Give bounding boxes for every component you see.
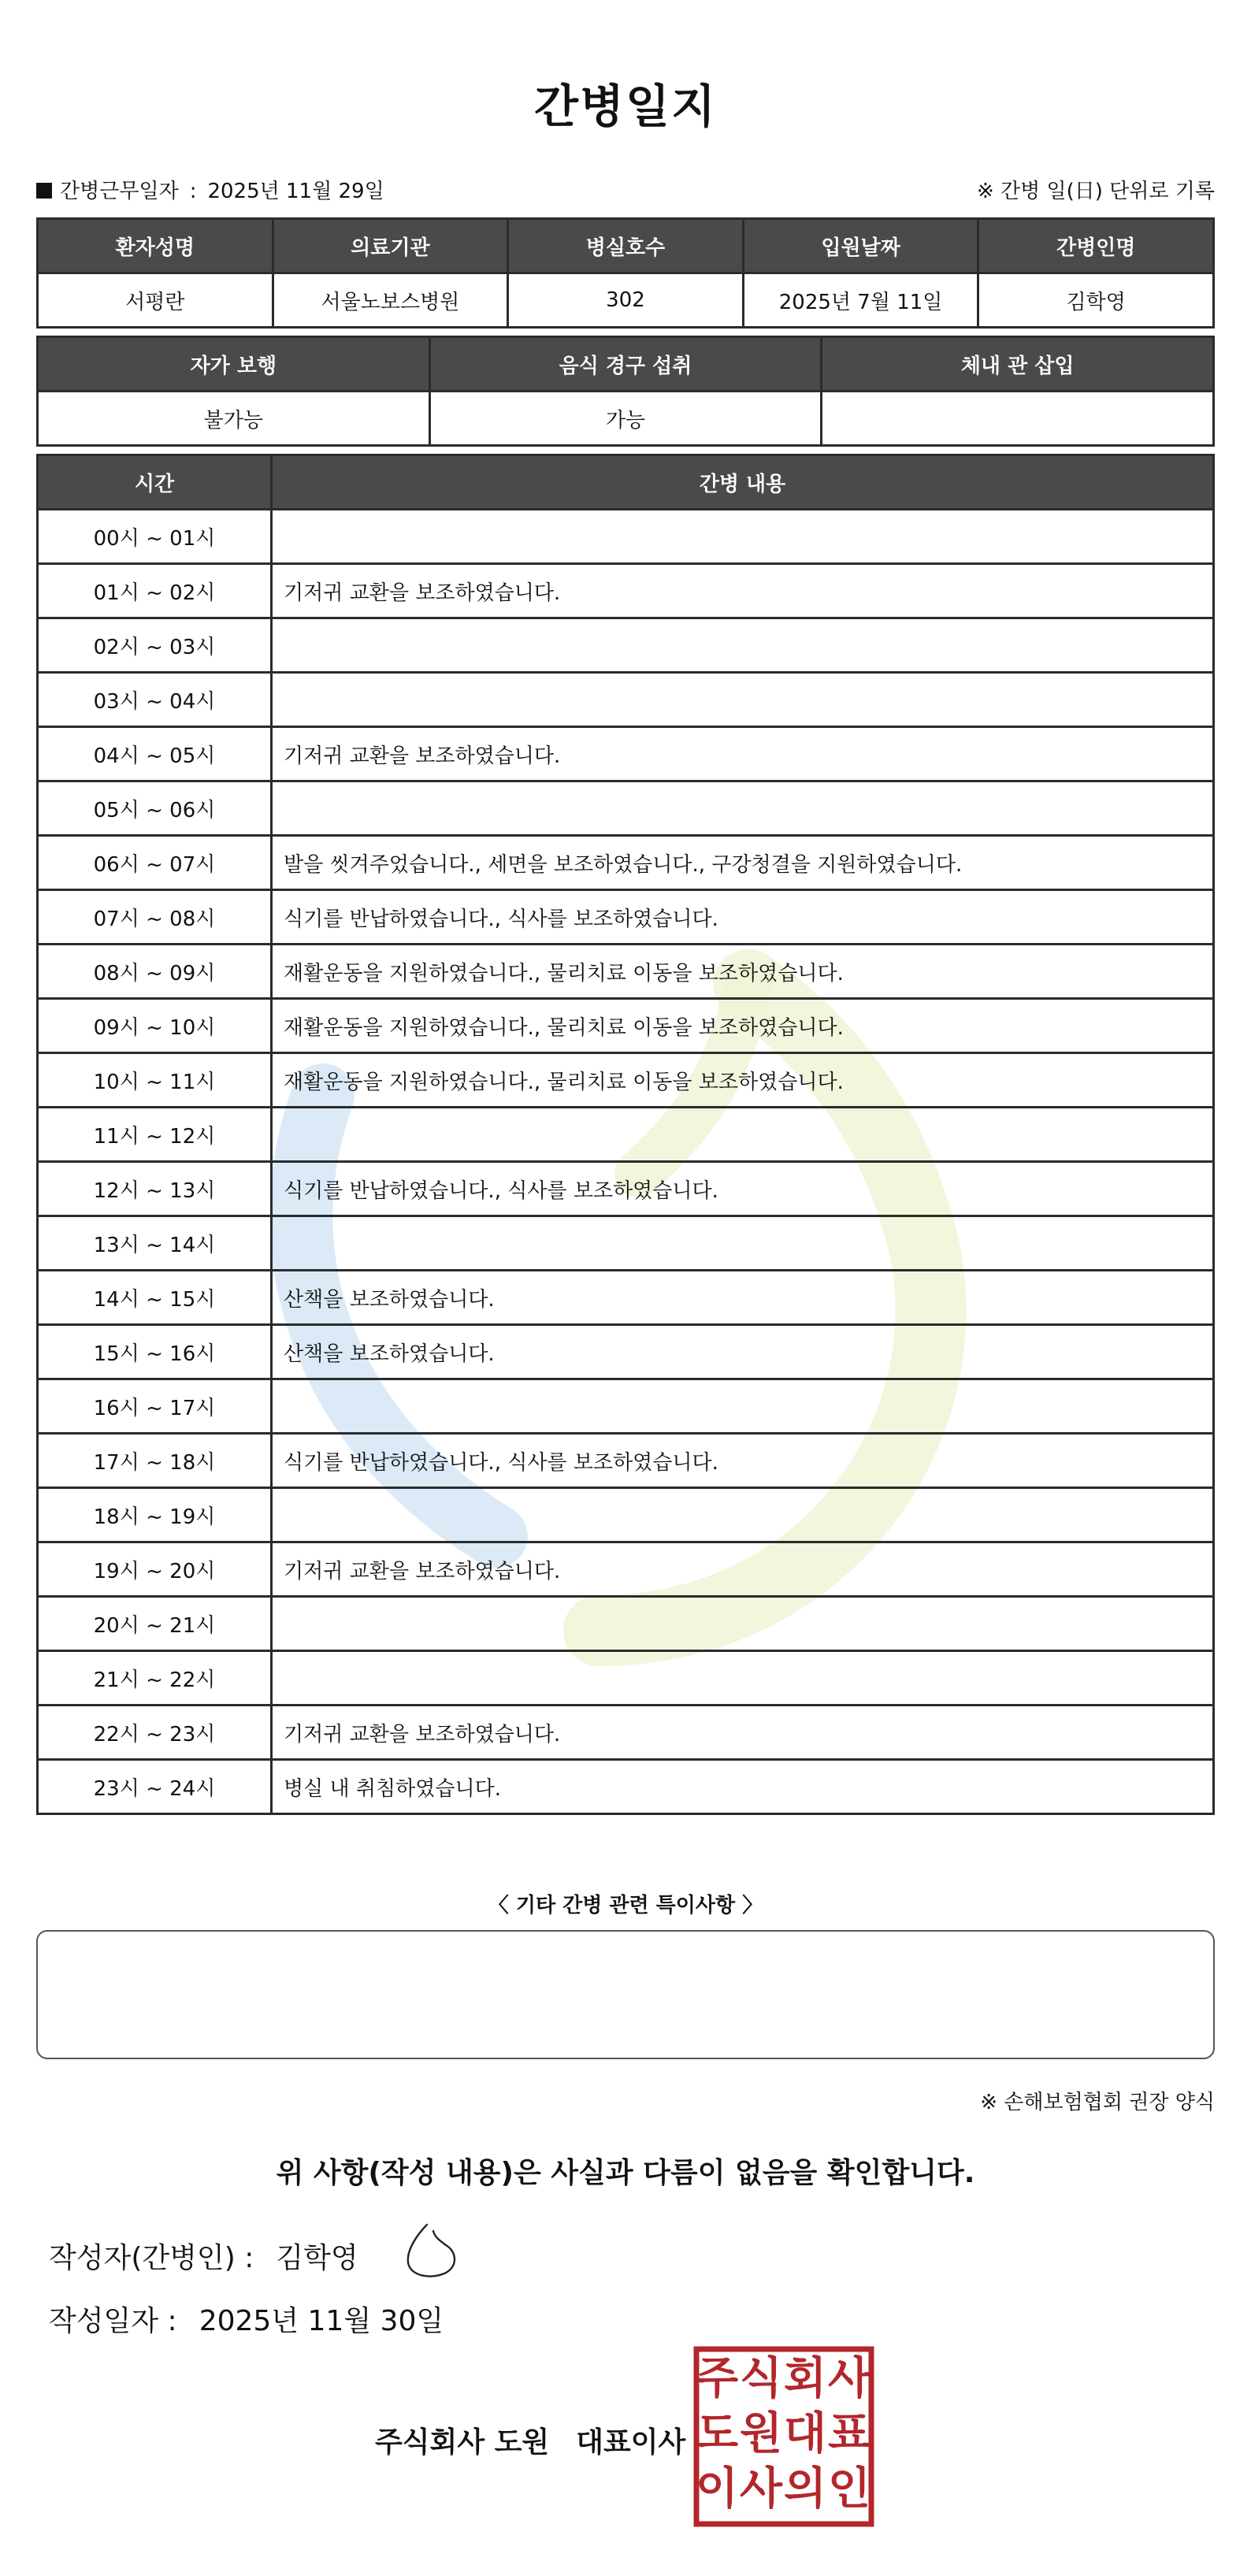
care-content: [272, 673, 1214, 727]
table-row: [38, 510, 1214, 564]
care-content: [272, 1108, 1214, 1162]
seal-char: 이: [695, 2463, 739, 2515]
table-row: [38, 1706, 1214, 1760]
time-slot: 21시 ~ 22시: [38, 1651, 272, 1706]
table-row: [38, 999, 1214, 1053]
table-row: [38, 1542, 1214, 1597]
time-slot: 03시 ~ 04시: [38, 673, 272, 727]
table-row: [38, 1488, 1214, 1542]
header-room: 병실호수: [508, 219, 744, 273]
company-seal: [693, 2346, 874, 2527]
seal-char: 대: [783, 2408, 827, 2459]
time-slot: 19시 ~ 20시: [38, 1542, 272, 1597]
work-date-label: 간병근무일자: [60, 180, 179, 203]
care-content: 재활운동을 지원하였습니다., 물리치료 이동을 보조하였습니다.: [272, 999, 1214, 1053]
patient-header-row: [38, 219, 1214, 273]
oral-intake-value: 가능: [429, 392, 822, 446]
time-slot: 20시 ~ 21시: [38, 1597, 272, 1651]
header-tube-insertion: 체내 관 삽입: [822, 337, 1214, 392]
care-content: [272, 1651, 1214, 1706]
care-content: 식기를 반납하였습니다., 식사를 보조하였습니다.: [272, 1162, 1214, 1216]
writer-name: 김학영: [276, 2242, 358, 2274]
care-content: [272, 1216, 1214, 1271]
seal-char: 표: [827, 2408, 871, 2459]
confirmation-statement: 위 사항(작성 내용)은 사실과 다름이 없음을 확인합니다.: [276, 2157, 975, 2189]
care-content: 산책을 보조하였습니다.: [272, 1271, 1214, 1325]
written-date-value: 2025년 11월 30일: [199, 2305, 444, 2337]
care-content: 기저귀 교환을 보조하였습니다.: [272, 1706, 1214, 1760]
table-row: [38, 1271, 1214, 1325]
care-content: [272, 510, 1214, 564]
care-content: 재활운동을 지원하였습니다., 물리치료 이동을 보조하였습니다.: [272, 945, 1214, 999]
care-content: 기저귀 교환을 보조하였습니다.: [272, 1542, 1214, 1597]
seal-char: 인: [827, 2463, 871, 2515]
time-slot: 13시 ~ 14시: [38, 1216, 272, 1271]
time-slot: 07시 ~ 08시: [38, 890, 272, 945]
table-row: [38, 1434, 1214, 1488]
table-row: [38, 1053, 1214, 1108]
signature-mark: [400, 2220, 463, 2283]
company-line: [375, 2420, 685, 2460]
header-patient-name: 환자성명: [38, 219, 273, 273]
care-content: 병실 내 취침하였습니다.: [272, 1760, 1214, 1814]
seal-char: 사: [827, 2353, 871, 2404]
header-self-walking: 자가 보행: [38, 337, 430, 392]
writer-line: [49, 2236, 358, 2276]
time-slot: 14시 ~ 15시: [38, 1271, 272, 1325]
table-row: [38, 781, 1214, 836]
seal-char: 회: [783, 2353, 827, 2404]
written-date-line: [49, 2299, 444, 2339]
table-row: [38, 673, 1214, 727]
table-row: [38, 890, 1214, 945]
time-slot: 10시 ~ 11시: [38, 1053, 272, 1108]
table-row: [38, 1162, 1214, 1216]
time-slot: 23시 ~ 24시: [38, 1760, 272, 1814]
time-slot: 00시 ~ 01시: [38, 510, 272, 564]
table-row: [38, 1651, 1214, 1706]
table-row: [38, 1760, 1214, 1814]
table-row: [38, 1597, 1214, 1651]
time-slot: 04시 ~ 05시: [38, 727, 272, 781]
table-row: [38, 1379, 1214, 1434]
patient-info-table: [36, 217, 1215, 328]
log-header-row: [38, 455, 1214, 510]
time-slot: 11시 ~ 12시: [38, 1108, 272, 1162]
care-content: 식기를 반납하였습니다., 식사를 보조하였습니다.: [272, 890, 1214, 945]
self-walking-value: 불가능: [38, 392, 430, 446]
status-header-row: [38, 337, 1214, 392]
admission-date: 2025년 7월 11일: [743, 273, 978, 328]
table-row: [38, 618, 1214, 673]
care-content: [272, 781, 1214, 836]
company-role: 대표이사: [576, 2426, 686, 2459]
time-slot: 05시 ~ 06시: [38, 781, 272, 836]
patient-value-row: [38, 273, 1214, 328]
time-slot: 01시 ~ 02시: [38, 564, 272, 618]
care-content: [272, 1379, 1214, 1434]
care-content: 재활운동을 지원하였습니다., 물리치료 이동을 보조하였습니다.: [272, 1053, 1214, 1108]
time-slot: 02시 ~ 03시: [38, 618, 272, 673]
time-slot: 17시 ~ 18시: [38, 1434, 272, 1488]
care-content: [272, 618, 1214, 673]
room-number: 302: [508, 273, 744, 328]
caregiver-name: 김학영: [978, 273, 1214, 328]
patient-name: 서평란: [38, 273, 273, 328]
work-date-value: 2025년 11월 29일: [207, 180, 384, 203]
table-row: [38, 1216, 1214, 1271]
care-content: [272, 1488, 1214, 1542]
time-slot: 18시 ~ 19시: [38, 1488, 272, 1542]
square-bullet-icon: [36, 183, 52, 199]
recommendation-note: ※ 손해보험협회 권장 양식: [980, 2091, 1215, 2114]
unit-note: ※ 간병 일(日) 단위로 기록: [976, 180, 1215, 203]
table-row: [38, 836, 1214, 890]
notes-title: 〈 기타 간병 관련 특이사항 〉: [488, 1894, 763, 1917]
page-title: 간병일지: [533, 80, 718, 133]
patient-status-table: [36, 336, 1215, 447]
work-date-separator: :: [189, 180, 197, 203]
header-care-content: 간병 내용: [272, 455, 1214, 510]
tube-insertion-value: [822, 392, 1214, 446]
time-slot: 06시 ~ 07시: [38, 836, 272, 890]
time-slot: 09시 ~ 10시: [38, 999, 272, 1053]
seal-char: 사: [739, 2463, 783, 2515]
seal-char: 도: [695, 2408, 739, 2459]
status-value-row: [38, 392, 1214, 446]
header-hospital: 의료기관: [273, 219, 508, 273]
header-oral-intake: 음식 경구 섭취: [429, 337, 822, 392]
table-row: [38, 1108, 1214, 1162]
table-row: [38, 945, 1214, 999]
work-date: [36, 175, 384, 204]
care-content: [272, 1597, 1214, 1651]
time-slot: 15시 ~ 16시: [38, 1325, 272, 1379]
care-content: 기저귀 교환을 보조하였습니다.: [272, 727, 1214, 781]
company-name: 주식회사 도원: [375, 2426, 550, 2459]
header-caregiver: 간병인명: [978, 219, 1214, 273]
time-slot: 08시 ~ 09시: [38, 945, 272, 999]
time-slot: 16시 ~ 17시: [38, 1379, 272, 1434]
care-content: 발을 씻겨주었습니다., 세면을 보조하였습니다., 구강청결을 지원하였습니다.: [272, 836, 1214, 890]
seal-char: 주: [695, 2353, 739, 2404]
care-content: 기저귀 교환을 보조하였습니다.: [272, 564, 1214, 618]
written-date-label: 작성일자 :: [49, 2305, 177, 2337]
table-row: [38, 564, 1214, 618]
care-log-table: [36, 454, 1215, 1815]
header-admission-date: 입원날짜: [743, 219, 978, 273]
hospital-name: 서울노보스병원: [273, 273, 508, 328]
seal-char: 원: [739, 2408, 783, 2459]
table-row: [38, 1325, 1214, 1379]
time-slot: 22시 ~ 23시: [38, 1706, 272, 1760]
time-slot: 12시 ~ 13시: [38, 1162, 272, 1216]
notes-box[interactable]: [36, 1930, 1215, 2059]
seal-char: 의: [783, 2463, 827, 2515]
header-time: 시간: [38, 455, 272, 510]
care-content: 산책을 보조하였습니다.: [272, 1325, 1214, 1379]
care-content: 식기를 반납하였습니다., 식사를 보조하였습니다.: [272, 1434, 1214, 1488]
seal-char: 식: [739, 2353, 783, 2404]
table-row: [38, 727, 1214, 781]
writer-label: 작성자(간병인) :: [49, 2242, 254, 2274]
